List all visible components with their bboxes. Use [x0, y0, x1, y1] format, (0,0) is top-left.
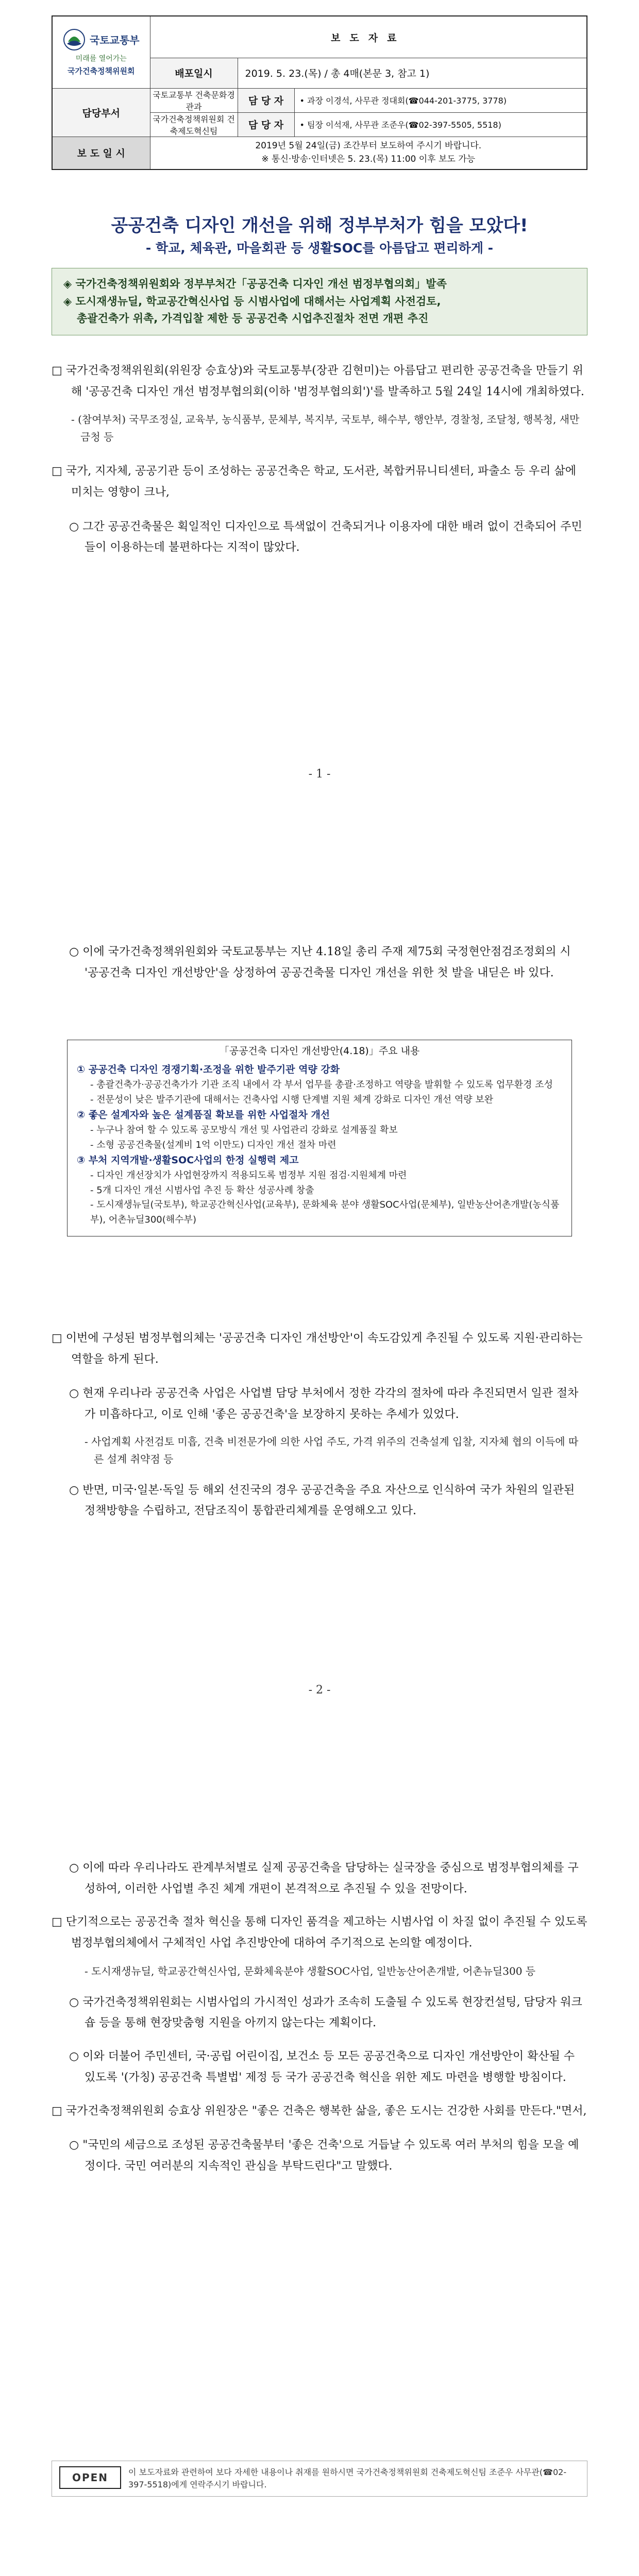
dept2-contact-label: 담 당 자	[238, 112, 294, 137]
embargo-line-2: ※ 통신·방송·인터넷은 5. 23.(목) 11:00 이후 보도 가능	[261, 154, 476, 164]
open-license-logo: OPEN	[59, 2466, 121, 2489]
paragraph-10: ○ 국가건축정책위원회는 시범사업의 가시적인 성과가 조속히 도출될 수 있도록 현장컨설팅, 담당자 워크숍 등을 통해 현장맞춤형 지원을 아끼지 않는다는 계획이다.	[69, 1995, 582, 2030]
summary-line-1: ◈ 국가건축정책위원회와 정부부처간「공공건축 디자인 개선 범정부협의회」발족	[63, 278, 447, 290]
committee-name: 국가건축정책위원회	[68, 66, 135, 76]
paragraph-3: ○ 그간 공공건축물은 획일적인 디자인으로 특색없이 건축되거나 이용자에 대한 배려 없이 건축되어 주민들이 이용하는데 불편하다는 지적이 많았다.	[69, 520, 582, 554]
logo-tagline: 미래를 열어가는	[75, 54, 127, 63]
dept2-contact: • 팀장 이석재, 사무관 조준우(☎02-397-5505, 5518)	[294, 112, 587, 137]
open-license-box	[52, 2461, 587, 2497]
paragraph-8: ○ 이에 따라 우리나라도 관계부처별로 실제 공공건축을 담당하는 실국장을 중심으로 범정부협의체를 구성하여, 이러한 사업별 추진 체계 개편이 본격적으로 추진될 수 있을 전망이다.	[69, 1861, 579, 1895]
paragraph-9-note: - 도시재생뉴딜, 학교공간혁신사업, 문화체육분야 생활SOC사업, 일반농산어촌개발, 어촌뉴딜300 등	[85, 1964, 536, 1977]
open-license-text: 이 보도자료와 관련하여 보다 자세한 내용이나 취재를 원하시면 국가건축정책위원회 건축제도혁신팀 조준우 사무관(☎02-397-5518)에게 연락주시기 바랍니다.	[128, 2467, 567, 2489]
body-page-3	[52, 1858, 587, 2190]
press-title: 보도자료	[150, 16, 587, 58]
dept1-contact-label: 담 당 자	[238, 88, 294, 112]
paragraph-6-note: - 사업계획 사전검토 미흡, 건축 비전문가에 의한 사업 주도, 가격 위주의 건축설계 입찰, 지자체 협의 이득에 따른 설계 취약점 등	[85, 1435, 579, 1465]
dept-label: 담당부서	[52, 88, 150, 137]
plan-summary-box	[67, 1040, 572, 1236]
plan-detail-5: - 디자인 개선장치가 사업현장까지 적용되도록 범정부 지원 점검·지원체계 마련	[90, 1170, 407, 1181]
paragraph-1: □ 국가건축정책위원회(위원장 승효상)와 국토교통부(장관 김현미)는 아름답고 편리한 공공건축을 만들기 위해 '공공건축 디자인 개선 범정부협의회(이하 '범정부협의회')'를 발족하고 5월 24일 14시에 개최하였다.	[52, 364, 584, 398]
plan-detail-2: - 전문성이 낮은 발주기관에 대해서는 건축사업 시행 단계별 지원 체계 강화로 디자인 개선 역량 보완	[90, 1094, 494, 1105]
plan-detail-7: - 도시재생뉴딜(국토부), 학교공간혁신사업(교육부), 문화체육 분야 생활SOC사업(문체부), 일반농산어촌개발(농식품부), 어촌뉴딜300(해수부)	[90, 1199, 560, 1226]
embargo-line-1: 2019년 5월 24일(금) 조간부터 보도하여 주시기 바랍니다.	[255, 141, 482, 151]
body-page-2	[52, 1328, 587, 1534]
plan-item-3: ③ 부처 지역개발·생활SOC사업의 한정 실행력 제고	[77, 1155, 299, 1166]
paragraph-7: ○ 반면, 미국·일본·독일 등 해외 선진국의 경우 공공건축을 주요 자산으로 인식하여 국가 차원의 일관된 정책방향을 수립하고, 전담조직이 통합관리체계를 운영해오고 있다.	[69, 1483, 575, 1518]
plan-item-1: ① 공공건축 디자인 경쟁기획·조정을 위한 발주기관 역량 강화	[77, 1064, 340, 1076]
paragraph-4: ○ 이에 국가건축정책위원회와 국토교통부는 지난 4.18일 총리 주재 제75회 국정현안점검조정회의 시 '공공건축 디자인 개선방안'을 상정하여 공공건축물 디자인 개선을 위한 첫 발을 내딛은 바 있다.	[69, 945, 571, 979]
ministry-name: 국토교통부	[89, 34, 140, 47]
summary-line-2: ◈ 도시재생뉴딜, 학교공간혁신사업 등 시범사업에 대해서는 사업계획 사전검토,	[63, 295, 441, 308]
plan-caption: 「공공건축 디자인 개선방안(4.18)」주요 내용	[219, 1045, 420, 1057]
press-header-table	[52, 15, 587, 170]
summary-line-3: 총괄건축가 위촉, 가격입찰 제한 등 공공건축 시업추진절차 전면 개편 추진	[77, 312, 429, 325]
paragraph-13: ○ "국민의 세금으로 조성된 공공건축물부터 '좋은 건축'으로 거듭날 수 있도록 여러 부처의 힘을 모을 예정이다. 국민 여러분의 지속적인 관심을 부탁드린다"고 말했다.	[69, 2139, 579, 2173]
release-value: 2019. 5. 23.(목) / 총 4매(본문 3, 참고 1)	[238, 58, 587, 88]
embargo-label: 보 도 일 시	[52, 137, 150, 170]
paragraph-5: □ 이번에 구성된 범정부협의체는 '공공건축 디자인 개선방안'이 속도감있게 추진될 수 있도록 지원·관리하는 역할을 하게 된다.	[52, 1332, 583, 1366]
ministry-emblem-icon	[63, 28, 86, 51]
dept1-name: 국토교통부 건축문화경관과	[150, 88, 238, 112]
page-2	[0, 911, 639, 1822]
sub-headline: - 학교, 체육관, 마을회관 등 생활SOC를 아름답고 편리하게 -	[145, 241, 494, 256]
paragraph-12: □ 국가건축정책위원회 승효상 위원장은 "좋은 건축은 행복한 삶을, 좋은 도시는 건강한 사회를 만든다."면서,	[52, 2104, 587, 2117]
paragraph-1-note: - (참여부처) 국무조정실, 교육부, 농식품부, 문체부, 복지부, 국토부, 해수부, 행안부, 경찰청, 조달청, 행복청, 새만금청 등	[71, 413, 580, 444]
logo-cell	[52, 16, 150, 88]
release-label: 배포일시	[150, 58, 238, 88]
page-3	[0, 1822, 639, 2576]
plan-detail-6: - 5개 디자인 개선 시범사업 추진 등 확산 성공사례 창출	[90, 1184, 314, 1196]
paragraph-6: ○ 현재 우리나라 공공건축 사업은 사업별 담당 부처에서 정한 각각의 절차에 따라 추진되면서 일관 절차가 미흡하다고, 이로 인해 '좋은 공공건축'을 보장하지 못하는 추세가 있었다.	[69, 1387, 579, 1421]
paragraph-11: ○ 이와 더불어 주민센터, 국·공립 어린이집, 보건소 등 모든 공공건축으로 디자인 개선방안이 확산될 수 있도록 '(가칭) 공공건축 특별법' 제정 등 국가 공공건축 혁신을 위한 제도 마련을 병행할 방침이다.	[69, 2050, 575, 2084]
page-number-1: - 1 -	[308, 768, 331, 781]
plan-detail-1: - 총괄건축가·공공건축가가 기관 조직 내에서 각 부서 업무를 총괄·조정하고 역량을 발휘할 수 있도록 업무환경 조성	[90, 1079, 553, 1090]
plan-detail-4: - 소형 공공건축물(설계비 1억 이만도) 디자인 개선 절차 마련	[90, 1139, 337, 1150]
paragraph-9: □ 단기적으로는 공공건축 절차 혁신을 통해 디자인 품격을 제고하는 시범사업 이 차질 없이 추진될 수 있도록 범정부협의체에서 구체적인 사업 추진방안에 대하여 주기적으로 논의할 예정이다.	[52, 1916, 587, 1950]
paragraph-2: □ 국가, 지자체, 공공기관 등이 조성하는 공공건축은 학교, 도서관, 복합커뮤니티센터, 파출소 등 우리 삶에 미치는 영향이 크나,	[52, 465, 576, 499]
page-number-2: - 2 -	[308, 1684, 331, 1697]
headline: 공공건축 디자인 개선을 위해 정부부처가 힘을 모았다!	[111, 215, 528, 236]
dept1-contact: • 과장 이경석, 사무관 정대회(☎044-201-3775, 3778)	[294, 88, 587, 112]
plan-item-2: ② 좋은 설계자와 높은 설계품질 확보를 위한 사업절차 개선	[77, 1109, 330, 1121]
body-page-2-top	[52, 942, 587, 996]
body-page-1	[52, 361, 587, 571]
dept2-name: 국가건축정책위원회 건축제도혁신팀	[150, 112, 238, 137]
summary-box	[52, 268, 587, 335]
page-1	[0, 0, 639, 911]
plan-detail-3: - 누구나 참여 할 수 있도록 공모방식 개선 및 사업관리 강화로 설계품질 확보	[90, 1124, 398, 1136]
